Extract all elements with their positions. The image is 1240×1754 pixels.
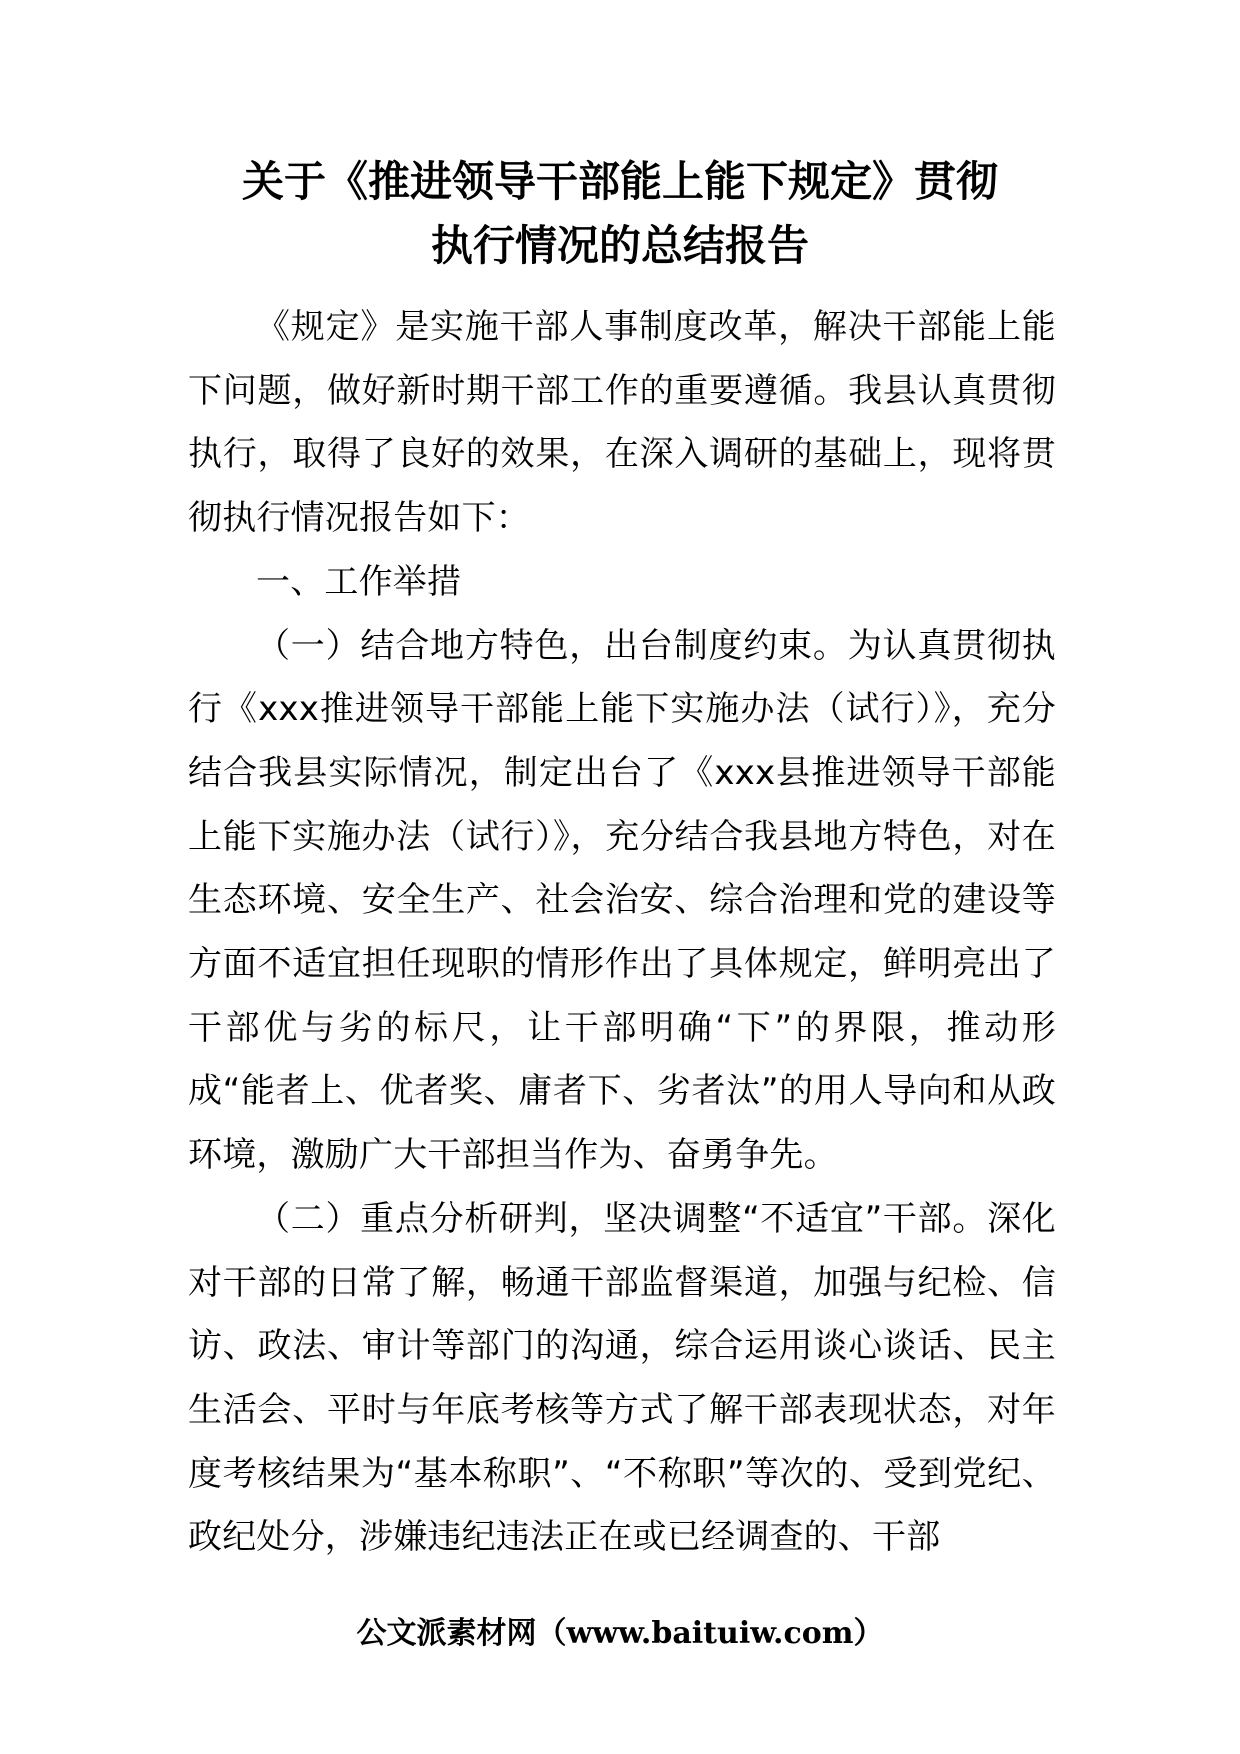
title-line-1: 关于《推进领导干部能上能下规定》贯彻: [241, 157, 998, 206]
footer-watermark: 公文派素材网（www.baituiw.com）: [356, 1616, 884, 1651]
section-heading: 一、工作举措: [256, 561, 462, 602]
intro-paragraph: 《规定》是实施干部人事制度改革，解决干部能上能下问题，做好新时期干部工作的重要遵循。我县认真贯彻执行，取得了良好的效果，在深入调研的基础上，现将贯彻执行情况报告如下：: [188, 307, 1056, 539]
page-title: [188, 150, 1052, 278]
title-line-2: 执行情况的总结报告: [430, 221, 809, 270]
paragraph-measure-2: （二）重点分析研判，坚决调整“不适宜”干部。深化对干部的日常了解，畅通干部监督渠道，加强与纪检、信访、政法、审计等部门的沟通，综合运用谈心谈话、民主生活会、平时与年底考核等方式了解干部表现状态，对年度考核结果为“基本称职”、“不称职”等次的、受到党纪、政纪处分，涉嫌违纪违法正在或已经调查的、干部: [188, 1198, 1056, 1558]
paragraph-measure-1: （一）结合地方特色，出台制度约束。为认真贯彻执行《xxx推进领导干部能上能下实施办法（试行）》，充分结合我县实际情况，制定出台了《xxx县推进领导干部能上能下实施办法（试行）》，充分结合我县地方特色，对在生态环境、安全生产、社会治安、综合治理和党的建设等方面不适宜担任现职的情形作出了具体规定，鲜明亮出了干部优与劣的标尺，让干部明确“下”的界限，推动形成“能者上、优者奖、庸者下、劣者汰”的用人导向和从政环境，激励广大干部担当作为、奋勇争先。: [188, 625, 1056, 1176]
document-body: [188, 296, 1056, 1570]
